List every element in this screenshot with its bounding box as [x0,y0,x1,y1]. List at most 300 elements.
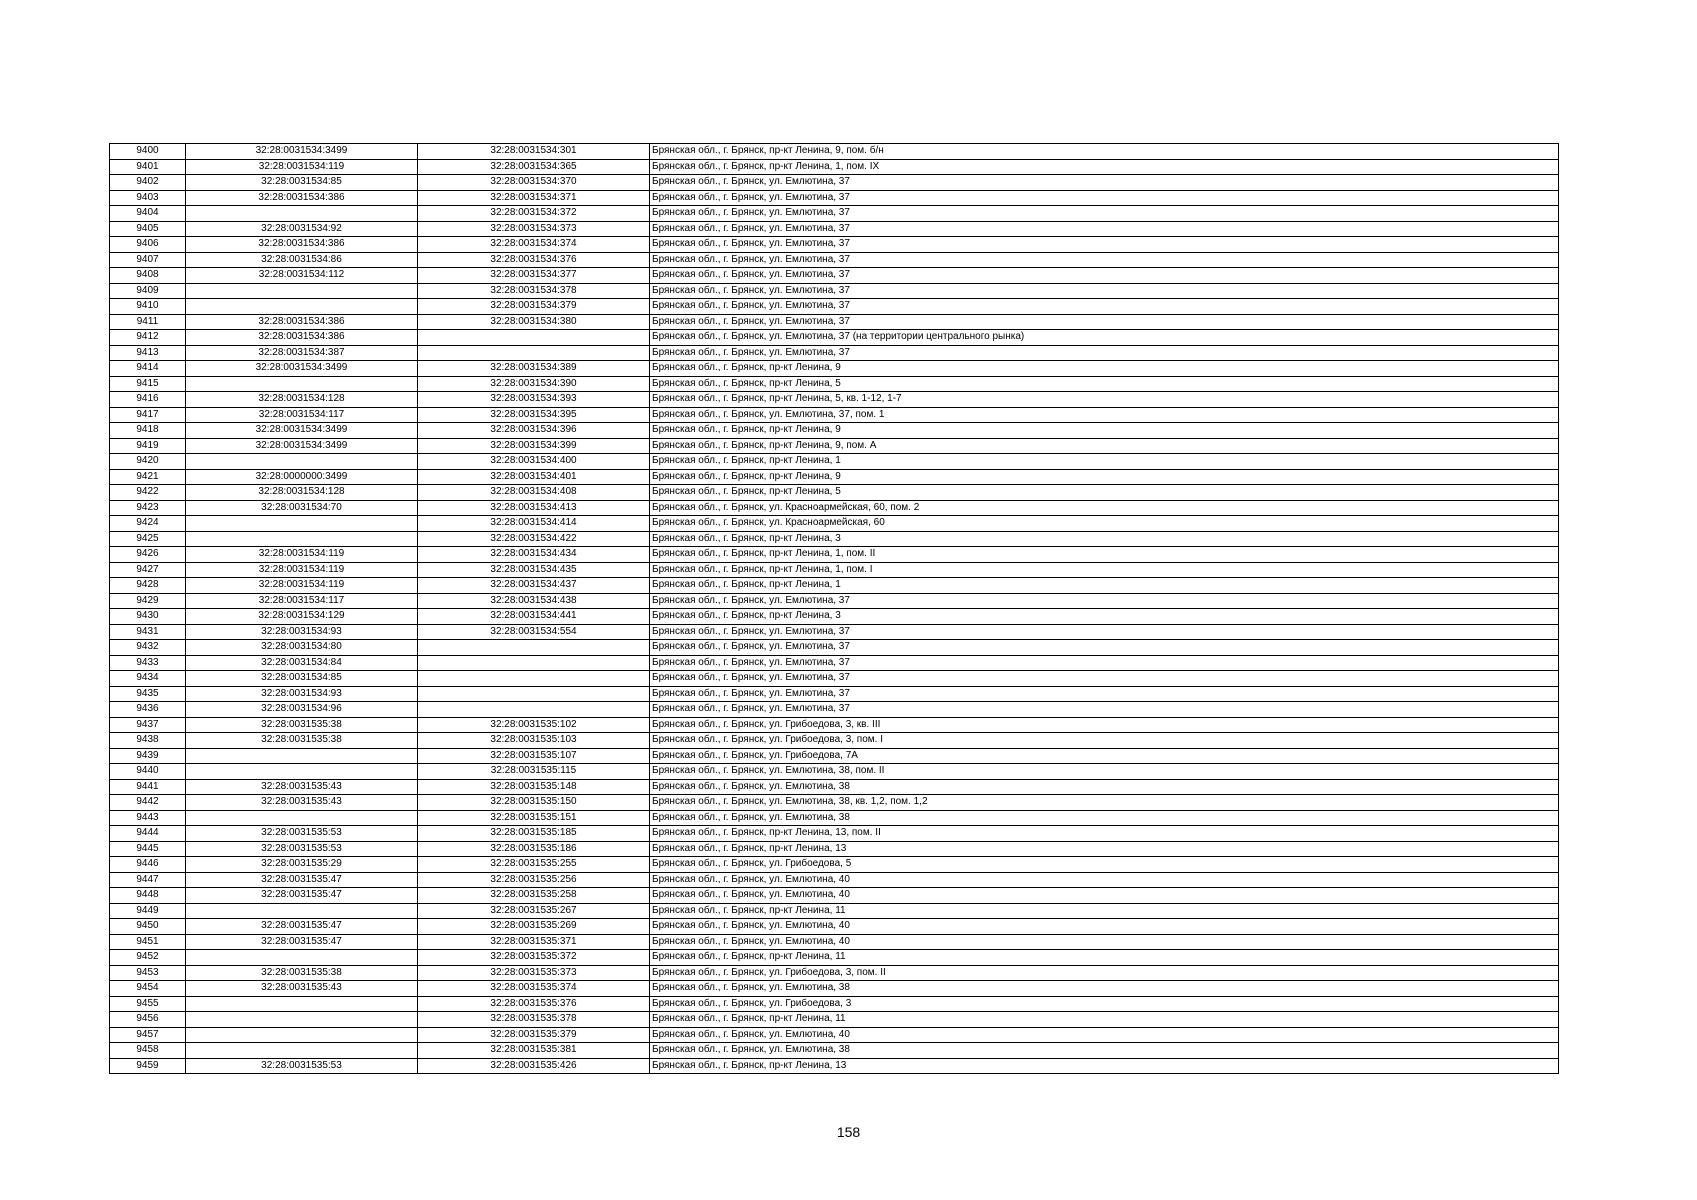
registry-table-body [110,144,1559,1074]
table-row [110,1058,1559,1074]
table-row [110,531,1559,547]
row-number-cell: 9411 [110,314,186,330]
table-row [110,996,1559,1012]
address-cell: Брянская обл., г. Брянск, ул. Емлютина, 38, пом. II [650,764,1559,780]
table-row [110,144,1559,160]
land-cadastral-number-cell: 32:28:0031534:3499 [186,361,418,377]
land-cadastral-number-cell: 32:28:0031535:29 [186,857,418,873]
row-number-cell: 9418 [110,423,186,439]
object-cadastral-number-cell: 32:28:0031534:365 [418,159,650,175]
row-number-cell: 9442 [110,795,186,811]
address-cell: Брянская обл., г. Брянск, пр-кт Ленина, 13 [650,841,1559,857]
land-cadastral-number-cell [186,1027,418,1043]
address-cell: Брянская обл., г. Брянск, пр-кт Ленина, 1 [650,578,1559,594]
table-row [110,826,1559,842]
row-number-cell: 9439 [110,748,186,764]
table-row [110,175,1559,191]
land-cadastral-number-cell: 32:28:0031534:119 [186,159,418,175]
table-row [110,779,1559,795]
page-number: 158 [836,1124,861,1140]
table-row [110,500,1559,516]
table-row [110,1012,1559,1028]
row-number-cell: 9434 [110,671,186,687]
object-cadastral-number-cell [418,671,650,687]
row-number-cell: 9405 [110,221,186,237]
land-cadastral-number-cell: 32:28:0031535:38 [186,733,418,749]
land-cadastral-number-cell: 32:28:0031535:53 [186,1058,418,1074]
land-cadastral-number-cell: 32:28:0031534:119 [186,578,418,594]
land-cadastral-number-cell [186,299,418,315]
land-cadastral-number-cell: 32:28:0031534:386 [186,237,418,253]
row-number-cell: 9437 [110,717,186,733]
table-row [110,423,1559,439]
row-number-cell: 9457 [110,1027,186,1043]
table-row [110,764,1559,780]
land-cadastral-number-cell [186,903,418,919]
row-number-cell: 9420 [110,454,186,470]
table-row [110,795,1559,811]
address-cell: Брянская обл., г. Брянск, ул. Емлютина, 37, пом. 1 [650,407,1559,423]
address-cell: Брянская обл., г. Брянск, пр-кт Ленина, 13, пом. II [650,826,1559,842]
table-row [110,159,1559,175]
land-cadastral-number-cell: 32:28:0031535:38 [186,965,418,981]
land-cadastral-number-cell: 32:28:0031535:43 [186,981,418,997]
object-cadastral-number-cell [418,330,650,346]
row-number-cell: 9400 [110,144,186,160]
row-number-cell: 9415 [110,376,186,392]
table-row [110,655,1559,671]
address-cell: Брянская обл., г. Брянск, пр-кт Ленина, 3 [650,609,1559,625]
land-cadastral-number-cell [186,206,418,222]
land-cadastral-number-cell: 32:28:0031534:96 [186,702,418,718]
table-row [110,888,1559,904]
row-number-cell: 9404 [110,206,186,222]
table-row [110,237,1559,253]
address-cell: Брянская обл., г. Брянск, ул. Емлютина, 37 [650,190,1559,206]
land-cadastral-number-cell: 32:28:0000000:3499 [186,469,418,485]
land-cadastral-number-cell: 32:28:0031535:38 [186,717,418,733]
object-cadastral-number-cell [418,345,650,361]
object-cadastral-number-cell [418,686,650,702]
table-row [110,314,1559,330]
row-number-cell: 9453 [110,965,186,981]
address-cell: Брянская обл., г. Брянск, пр-кт Ленина, 1, пом. I [650,562,1559,578]
object-cadastral-number-cell: 32:28:0031534:370 [418,175,650,191]
object-cadastral-number-cell: 32:28:0031534:374 [418,237,650,253]
row-number-cell: 9448 [110,888,186,904]
table-row [110,624,1559,640]
table-row [110,376,1559,392]
table-row [110,330,1559,346]
land-cadastral-number-cell [186,996,418,1012]
address-cell: Брянская обл., г. Брянск, пр-кт Ленина, 9 [650,361,1559,377]
table-row [110,671,1559,687]
table-row [110,547,1559,563]
row-number-cell: 9446 [110,857,186,873]
land-cadastral-number-cell [186,1043,418,1059]
object-cadastral-number-cell: 32:28:0031534:393 [418,392,650,408]
row-number-cell: 9459 [110,1058,186,1074]
land-cadastral-number-cell: 32:28:0031534:117 [186,407,418,423]
table-row [110,950,1559,966]
address-cell: Брянская обл., г. Брянск, ул. Емлютина, 38 [650,1043,1559,1059]
table-row [110,361,1559,377]
row-number-cell: 9423 [110,500,186,516]
object-cadastral-number-cell: 32:28:0031534:441 [418,609,650,625]
land-cadastral-number-cell: 32:28:0031534:92 [186,221,418,237]
land-cadastral-number-cell [186,531,418,547]
table-row [110,919,1559,935]
object-cadastral-number-cell: 32:28:0031535:269 [418,919,650,935]
row-number-cell: 9412 [110,330,186,346]
object-cadastral-number-cell: 32:28:0031534:414 [418,516,650,532]
object-cadastral-number-cell: 32:28:0031534:373 [418,221,650,237]
object-cadastral-number-cell: 32:28:0031534:438 [418,593,650,609]
address-cell: Брянская обл., г. Брянск, пр-кт Ленина, 9 [650,423,1559,439]
land-cadastral-number-cell: 32:28:0031534:119 [186,547,418,563]
land-cadastral-number-cell: 32:28:0031535:47 [186,919,418,935]
address-cell: Брянская обл., г. Брянск, ул. Емлютина, 37 [650,268,1559,284]
object-cadastral-number-cell: 32:28:0031535:186 [418,841,650,857]
land-cadastral-number-cell: 32:28:0031535:53 [186,841,418,857]
object-cadastral-number-cell: 32:28:0031535:256 [418,872,650,888]
land-cadastral-number-cell: 32:28:0031534:387 [186,345,418,361]
row-number-cell: 9403 [110,190,186,206]
address-cell: Брянская обл., г. Брянск, пр-кт Ленина, 1, пом. IX [650,159,1559,175]
object-cadastral-number-cell: 32:28:0031535:372 [418,950,650,966]
object-cadastral-number-cell: 32:28:0031535:150 [418,795,650,811]
row-number-cell: 9449 [110,903,186,919]
table-row [110,686,1559,702]
address-cell: Брянская обл., г. Брянск, ул. Грибоедова, 7А [650,748,1559,764]
land-cadastral-number-cell: 32:28:0031534:80 [186,640,418,656]
land-cadastral-number-cell: 32:28:0031534:3499 [186,423,418,439]
address-cell: Брянская обл., г. Брянск, ул. Емлютина, 37 [650,237,1559,253]
row-number-cell: 9438 [110,733,186,749]
object-cadastral-number-cell: 32:28:0031535:373 [418,965,650,981]
land-cadastral-number-cell [186,283,418,299]
address-cell: Брянская обл., г. Брянск, ул. Емлютина, 37 [650,206,1559,222]
address-cell: Брянская обл., г. Брянск, ул. Грибоедова, 3, пом. II [650,965,1559,981]
address-cell: Брянская обл., г. Брянск, пр-кт Ленина, 1, пом. II [650,547,1559,563]
row-number-cell: 9410 [110,299,186,315]
address-cell: Брянская обл., г. Брянск, пр-кт Ленина, 11 [650,950,1559,966]
row-number-cell: 9444 [110,826,186,842]
land-cadastral-number-cell: 32:28:0031534:93 [186,624,418,640]
land-cadastral-number-cell [186,950,418,966]
table-row [110,981,1559,997]
address-cell: Брянская обл., г. Брянск, ул. Емлютина, 40 [650,888,1559,904]
table-row [110,206,1559,222]
object-cadastral-number-cell: 32:28:0031535:185 [418,826,650,842]
land-cadastral-number-cell: 32:28:0031534:119 [186,562,418,578]
land-cadastral-number-cell [186,810,418,826]
object-cadastral-number-cell: 32:28:0031535:371 [418,934,650,950]
table-row [110,1027,1559,1043]
object-cadastral-number-cell: 32:28:0031534:389 [418,361,650,377]
row-number-cell: 9427 [110,562,186,578]
table-row [110,841,1559,857]
address-cell: Брянская обл., г. Брянск, ул. Емлютина, 37 [650,640,1559,656]
table-row [110,438,1559,454]
table-row [110,190,1559,206]
table-row [110,593,1559,609]
land-cadastral-number-cell [186,764,418,780]
row-number-cell: 9455 [110,996,186,1012]
table-row [110,1043,1559,1059]
land-cadastral-number-cell [186,376,418,392]
address-cell: Брянская обл., г. Брянск, ул. Емлютина, 40 [650,934,1559,950]
row-number-cell: 9430 [110,609,186,625]
object-cadastral-number-cell: 32:28:0031534:399 [418,438,650,454]
address-cell: Брянская обл., г. Брянск, ул. Красноармейская, 60, пом. 2 [650,500,1559,516]
object-cadastral-number-cell: 32:28:0031535:381 [418,1043,650,1059]
object-cadastral-number-cell: 32:28:0031534:379 [418,299,650,315]
address-cell: Брянская обл., г. Брянск, ул. Грибоедова, 5 [650,857,1559,873]
address-cell: Брянская обл., г. Брянск, ул. Емлютина, 38 [650,810,1559,826]
table-row [110,562,1559,578]
row-number-cell: 9447 [110,872,186,888]
row-number-cell: 9408 [110,268,186,284]
land-cadastral-number-cell: 32:28:0031534:386 [186,190,418,206]
table-row [110,640,1559,656]
row-number-cell: 9433 [110,655,186,671]
row-number-cell: 9426 [110,547,186,563]
object-cadastral-number-cell: 32:28:0031534:371 [418,190,650,206]
land-cadastral-number-cell [186,454,418,470]
row-number-cell: 9452 [110,950,186,966]
row-number-cell: 9451 [110,934,186,950]
row-number-cell: 9458 [110,1043,186,1059]
object-cadastral-number-cell: 32:28:0031534:400 [418,454,650,470]
address-cell: Брянская обл., г. Брянск, ул. Емлютина, 37 [650,252,1559,268]
land-cadastral-number-cell: 32:28:0031535:53 [186,826,418,842]
row-number-cell: 9456 [110,1012,186,1028]
object-cadastral-number-cell: 32:28:0031534:390 [418,376,650,392]
object-cadastral-number-cell: 32:28:0031535:426 [418,1058,650,1074]
table-row [110,407,1559,423]
land-cadastral-number-cell: 32:28:0031535:43 [186,795,418,811]
object-cadastral-number-cell: 32:28:0031535:378 [418,1012,650,1028]
object-cadastral-number-cell: 32:28:0031535:255 [418,857,650,873]
address-cell: Брянская обл., г. Брянск, ул. Емлютина, 37 [650,686,1559,702]
address-cell: Брянская обл., г. Брянск, ул. Емлютина, 37 [650,314,1559,330]
land-cadastral-number-cell: 32:28:0031535:47 [186,934,418,950]
land-cadastral-number-cell: 32:28:0031534:84 [186,655,418,671]
object-cadastral-number-cell: 32:28:0031534:437 [418,578,650,594]
table-row [110,268,1559,284]
land-cadastral-number-cell: 32:28:0031534:128 [186,392,418,408]
object-cadastral-number-cell: 32:28:0031535:148 [418,779,650,795]
object-cadastral-number-cell: 32:28:0031534:396 [418,423,650,439]
object-cadastral-number-cell: 32:28:0031535:374 [418,981,650,997]
row-number-cell: 9425 [110,531,186,547]
object-cadastral-number-cell [418,655,650,671]
table-row [110,903,1559,919]
row-number-cell: 9443 [110,810,186,826]
object-cadastral-number-cell: 32:28:0031534:378 [418,283,650,299]
address-cell: Брянская обл., г. Брянск, ул. Емлютина, 37 [650,593,1559,609]
address-cell: Брянская обл., г. Брянск, пр-кт Ленина, 1 [650,454,1559,470]
object-cadastral-number-cell [418,640,650,656]
row-number-cell: 9445 [110,841,186,857]
address-cell: Брянская обл., г. Брянск, ул. Красноармейская, 60 [650,516,1559,532]
object-cadastral-number-cell: 32:28:0031535:267 [418,903,650,919]
address-cell: Брянская обл., г. Брянск, ул. Емлютина, 40 [650,1027,1559,1043]
object-cadastral-number-cell [418,702,650,718]
row-number-cell: 9440 [110,764,186,780]
land-cadastral-number-cell: 32:28:0031535:47 [186,888,418,904]
object-cadastral-number-cell: 32:28:0031535:103 [418,733,650,749]
address-cell: Брянская обл., г. Брянск, пр-кт Ленина, 9, пом. А [650,438,1559,454]
object-cadastral-number-cell: 32:28:0031535:258 [418,888,650,904]
object-cadastral-number-cell: 32:28:0031535:379 [418,1027,650,1043]
object-cadastral-number-cell: 32:28:0031534:372 [418,206,650,222]
address-cell: Брянская обл., г. Брянск, пр-кт Ленина, 5 [650,376,1559,392]
table-row [110,810,1559,826]
address-cell: Брянская обл., г. Брянск, ул. Емлютина, 37 [650,175,1559,191]
table-row [110,516,1559,532]
land-cadastral-number-cell: 32:28:0031534:112 [186,268,418,284]
address-cell: Брянская обл., г. Брянск, ул. Грибоедова, 3, кв. III [650,717,1559,733]
address-cell: Брянская обл., г. Брянск, ул. Емлютина, 38 [650,779,1559,795]
land-cadastral-number-cell: 32:28:0031534:93 [186,686,418,702]
table-row [110,221,1559,237]
table-row [110,392,1559,408]
table-row [110,345,1559,361]
row-number-cell: 9417 [110,407,186,423]
table-row [110,702,1559,718]
object-cadastral-number-cell: 32:28:0031534:377 [418,268,650,284]
table-row [110,283,1559,299]
object-cadastral-number-cell: 32:28:0031534:435 [418,562,650,578]
table-row [110,748,1559,764]
object-cadastral-number-cell: 32:28:0031534:395 [418,407,650,423]
land-cadastral-number-cell [186,516,418,532]
row-number-cell: 9454 [110,981,186,997]
table-row [110,454,1559,470]
object-cadastral-number-cell: 32:28:0031535:102 [418,717,650,733]
land-cadastral-number-cell: 32:28:0031534:70 [186,500,418,516]
object-cadastral-number-cell: 32:28:0031534:434 [418,547,650,563]
row-number-cell: 9409 [110,283,186,299]
land-cadastral-number-cell: 32:28:0031534:386 [186,330,418,346]
land-cadastral-number-cell: 32:28:0031534:117 [186,593,418,609]
land-cadastral-number-cell [186,1012,418,1028]
address-cell: Брянская обл., г. Брянск, ул. Емлютина, 40 [650,872,1559,888]
land-cadastral-number-cell [186,748,418,764]
address-cell: Брянская обл., г. Брянск, ул. Емлютина, 37 [650,624,1559,640]
row-number-cell: 9431 [110,624,186,640]
row-number-cell: 9424 [110,516,186,532]
row-number-cell: 9406 [110,237,186,253]
table-row [110,733,1559,749]
table-row [110,609,1559,625]
object-cadastral-number-cell: 32:28:0031534:408 [418,485,650,501]
object-cadastral-number-cell: 32:28:0031535:115 [418,764,650,780]
row-number-cell: 9419 [110,438,186,454]
table-row [110,872,1559,888]
row-number-cell: 9435 [110,686,186,702]
row-number-cell: 9402 [110,175,186,191]
address-cell: Брянская обл., г. Брянск, пр-кт Ленина, 11 [650,1012,1559,1028]
row-number-cell: 9432 [110,640,186,656]
land-cadastral-number-cell: 32:28:0031534:85 [186,671,418,687]
row-number-cell: 9414 [110,361,186,377]
object-cadastral-number-cell: 32:28:0031534:554 [418,624,650,640]
table-row [110,299,1559,315]
address-cell: Брянская обл., г. Брянск, пр-кт Ленина, 5 [650,485,1559,501]
row-number-cell: 9416 [110,392,186,408]
address-cell: Брянская обл., г. Брянск, ул. Грибоедова, 3 [650,996,1559,1012]
row-number-cell: 9413 [110,345,186,361]
land-cadastral-number-cell: 32:28:0031534:3499 [186,144,418,160]
address-cell: Брянская обл., г. Брянск, ул. Емлютина, 37 [650,299,1559,315]
land-cadastral-number-cell: 32:28:0031535:47 [186,872,418,888]
object-cadastral-number-cell: 32:28:0031534:380 [418,314,650,330]
table-row [110,485,1559,501]
address-cell: Брянская обл., г. Брянск, ул. Емлютина, 37 [650,283,1559,299]
address-cell: Брянская обл., г. Брянск, ул. Емлютина, 38, кв. 1,2, пом. 1,2 [650,795,1559,811]
address-cell: Брянская обл., г. Брянск, пр-кт Ленина, 5, кв. 1-12, 1-7 [650,392,1559,408]
address-cell: Брянская обл., г. Брянск, ул. Емлютина, 37 [650,221,1559,237]
table-row [110,717,1559,733]
address-cell: Брянская обл., г. Брянск, пр-кт Ленина, 11 [650,903,1559,919]
table-row [110,934,1559,950]
object-cadastral-number-cell: 32:28:0031534:301 [418,144,650,160]
row-number-cell: 9407 [110,252,186,268]
row-number-cell: 9428 [110,578,186,594]
row-number-cell: 9436 [110,702,186,718]
address-cell: Брянская обл., г. Брянск, ул. Емлютина, 40 [650,919,1559,935]
address-cell: Брянская обл., г. Брянск, пр-кт Ленина, 9 [650,469,1559,485]
table-row [110,965,1559,981]
land-cadastral-number-cell: 32:28:0031535:43 [186,779,418,795]
table-row [110,469,1559,485]
row-number-cell: 9401 [110,159,186,175]
table-row [110,252,1559,268]
land-cadastral-number-cell: 32:28:0031534:3499 [186,438,418,454]
object-cadastral-number-cell: 32:28:0031534:422 [418,531,650,547]
address-cell: Брянская обл., г. Брянск, пр-кт Ленина, 9, пом. б/н [650,144,1559,160]
object-cadastral-number-cell: 32:28:0031535:107 [418,748,650,764]
land-cadastral-number-cell: 32:28:0031534:386 [186,314,418,330]
land-cadastral-number-cell: 32:28:0031534:129 [186,609,418,625]
address-cell: Брянская обл., г. Брянск, ул. Емлютина, 37 [650,671,1559,687]
address-cell: Брянская обл., г. Брянск, пр-кт Ленина, 3 [650,531,1559,547]
address-cell: Брянская обл., г. Брянск, ул. Емлютина, 37 [650,655,1559,671]
address-cell: Брянская обл., г. Брянск, ул. Емлютина, 37 (на территории центрального рынка) [650,330,1559,346]
land-cadastral-number-cell: 32:28:0031534:86 [186,252,418,268]
row-number-cell: 9441 [110,779,186,795]
address-cell: Брянская обл., г. Брянск, ул. Емлютина, 37 [650,345,1559,361]
address-cell: Брянская обл., г. Брянск, пр-кт Ленина, 13 [650,1058,1559,1074]
land-cadastral-number-cell: 32:28:0031534:85 [186,175,418,191]
object-cadastral-number-cell: 32:28:0031535:151 [418,810,650,826]
table-row [110,857,1559,873]
row-number-cell: 9422 [110,485,186,501]
land-cadastral-number-cell: 32:28:0031534:128 [186,485,418,501]
object-cadastral-number-cell: 32:28:0031534:401 [418,469,650,485]
row-number-cell: 9429 [110,593,186,609]
table-row [110,578,1559,594]
object-cadastral-number-cell: 32:28:0031534:376 [418,252,650,268]
property-registry-table [109,143,1559,1074]
object-cadastral-number-cell: 32:28:0031534:413 [418,500,650,516]
row-number-cell: 9450 [110,919,186,935]
address-cell: Брянская обл., г. Брянск, ул. Емлютина, 38 [650,981,1559,997]
object-cadastral-number-cell: 32:28:0031535:376 [418,996,650,1012]
